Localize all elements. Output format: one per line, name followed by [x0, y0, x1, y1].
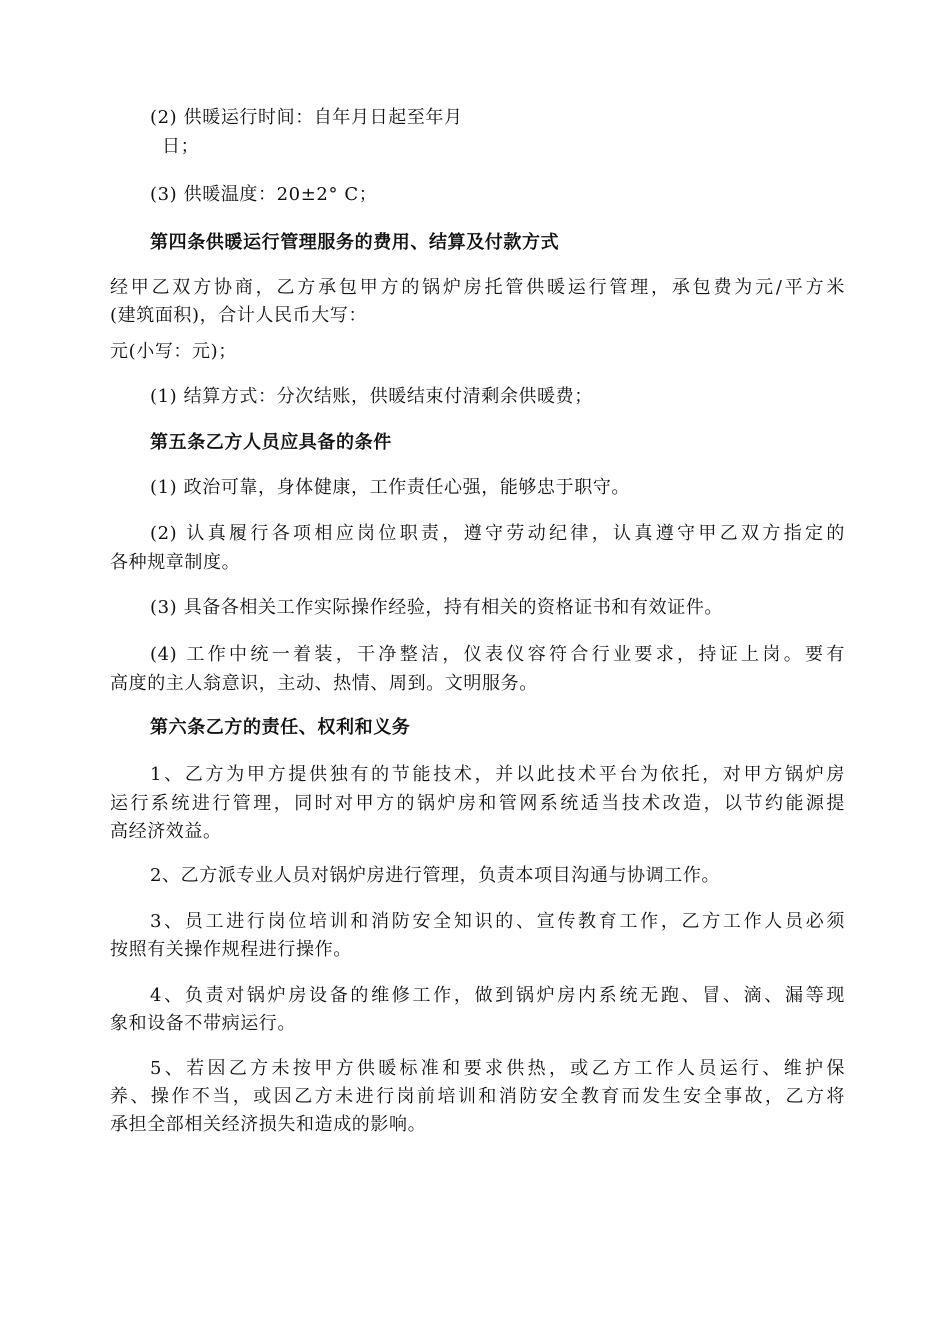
clause-5-item-4-line-2: 高度的主人翁意识，主动、热情、周到。文明服务。 — [110, 673, 538, 694]
clause-6-item-5-line-3: 承担全部相关经济损失和造成的影响。 — [110, 1114, 427, 1135]
clause-3-item-2-line-1: (2) 供暖运行时间：自年月日起至年月 — [150, 107, 463, 128]
clause-3-item-3: (3) 供暖温度：20±2° C； — [150, 184, 378, 205]
clause-4-paragraph-line-2: (建筑面积)，合计人民币大写： — [110, 305, 368, 326]
clause-5-item-1: (1) 政治可靠，身体健康，工作责任心强，能够忠于职守。 — [150, 477, 631, 498]
clause-6-item-1-line-1: 1、乙方为甲方提供独有的节能技术，并以此技术平台为依托，对甲方锅炉房 — [150, 764, 845, 785]
clause-5-item-4-line-1: (4) 工作中统一着装，干净整洁，仪表仪容符合行业要求，持证上岗。要有 — [150, 644, 845, 665]
clause-6-item-5-line-1: 5、若因乙方未按甲方供暖标准和要求供热，或乙方工作人员运行、维护保 — [150, 1058, 845, 1079]
clause-6-item-4-line-1: 4、负责对锅炉房设备的维修工作，做到锅炉房内系统无跑、冒、滴、漏等现 — [150, 985, 845, 1006]
clause-5-heading: 第五条乙方人员应具备的条件 — [150, 432, 392, 453]
clause-5-item-2-line-1: (2) 认真履行各项相应岗位职责，遵守劳动纪律，认真遵守甲乙双方指定的 — [150, 523, 845, 544]
clause-6-item-3-line-2: 按照有关操作规程进行操作。 — [110, 939, 352, 960]
clause-6-item-5-line-2: 养、操作不当，或因乙方未进行岗前培训和消防安全教育而发生安全事故，乙方将 — [110, 1086, 845, 1107]
clause-3-item-2-line-2: 日； — [162, 136, 200, 157]
clause-4-heading: 第四条供暖运行管理服务的费用、结算及付款方式 — [150, 232, 560, 253]
clause-6-item-2: 2、乙方派专业人员对锅炉房进行管理，负责本项目沟通与协调工作。 — [150, 865, 721, 886]
clause-4-paragraph-line-1: 经甲乙双方协商，乙方承包甲方的锅炉房托管供暖运行管理，承包费为元/平方米 — [110, 277, 845, 298]
clause-6-item-1-line-3: 高经济效益。 — [110, 821, 222, 842]
clause-6-heading: 第六条乙方的责任、权利和义务 — [150, 717, 411, 738]
clause-6-item-3-line-1: 3、员工进行岗位培训和消防安全知识的、宣传教育工作，乙方工作人员必须 — [150, 911, 845, 932]
clause-4-item-1: (1) 结算方式：分次结账，供暖结束付清剩余供暖费； — [150, 386, 593, 407]
clause-6-item-1-line-2: 运行系统进行管理，同时对甲方的锅炉房和管网系统适当技术改造，以节约能源提 — [110, 793, 845, 814]
clause-6-item-4-line-2: 象和设备不带病运行。 — [110, 1013, 296, 1034]
clause-5-item-3: (3) 具备各相关工作实际操作经验，持有相关的资格证书和有效证件。 — [150, 597, 724, 618]
clause-5-item-2-line-2: 各种规章制度。 — [110, 552, 241, 573]
clause-4-paragraph-line-3: 元(小写：元)； — [110, 341, 237, 362]
